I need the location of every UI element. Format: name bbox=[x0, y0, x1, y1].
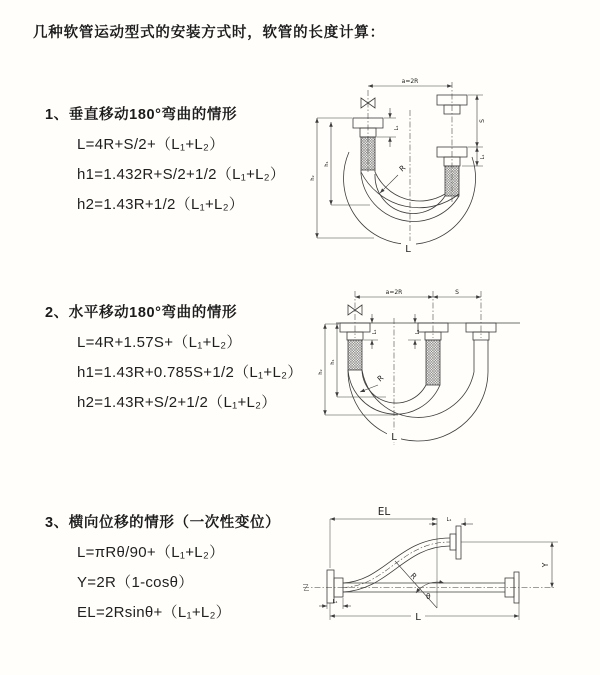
dim-label-l1-left: L₁ bbox=[372, 329, 378, 335]
centerlines bbox=[355, 291, 481, 445]
dim-label-y: Y bbox=[541, 562, 550, 568]
section-2-title: 水平移动180°弯曲的情形 bbox=[68, 305, 238, 321]
dim-label-length: L bbox=[405, 244, 411, 255]
formula-h2: h2=1.43R+S/2+1/2（L₁+L₂） bbox=[77, 394, 277, 411]
section-2-heading bbox=[45, 301, 303, 322]
hose-drawing-2 bbox=[325, 291, 520, 445]
dim-label-radius: R bbox=[397, 163, 408, 174]
section-3-heading bbox=[45, 511, 280, 532]
dim-label-l1-mid: L₁ bbox=[415, 329, 421, 335]
formula-el: EL=2Rsinθ+（L₁+L₂） bbox=[77, 604, 231, 621]
dim-label-theta: θ bbox=[426, 592, 431, 601]
hose-drawing-3 bbox=[303, 518, 558, 622]
dim-label-l1-right: L₁ bbox=[480, 154, 486, 160]
diagram-lateral-displacement bbox=[298, 498, 600, 662]
section-vertical-movement bbox=[45, 103, 285, 214]
dim-label-el: EL bbox=[377, 506, 391, 518]
dim-label-l1-bottom: L₁ bbox=[332, 599, 338, 605]
section-horizontal-movement bbox=[45, 301, 303, 412]
dim-label-l1-top: L₁ bbox=[446, 517, 452, 523]
section-2-number: 2、 bbox=[45, 305, 69, 321]
hose-curves bbox=[348, 370, 488, 441]
dim-label-h1: h₁ bbox=[324, 161, 330, 167]
section-3-title: 横向位移的情形（一次性变位） bbox=[68, 515, 281, 531]
diagram-vertical-180-bend bbox=[304, 72, 598, 262]
formula-h2: h2=1.43R+1/2（L₁+L₂） bbox=[77, 196, 245, 213]
section-lateral-displacement bbox=[45, 511, 280, 622]
displaced-hose bbox=[343, 526, 461, 592]
section-3-number: 3、 bbox=[45, 515, 69, 531]
section-1-title: 垂直移动180°弯曲的情形 bbox=[68, 107, 238, 123]
formula-length: L=4R+1.57S+（L₁+L₂） bbox=[77, 334, 242, 351]
dim-label-h2: h₂ bbox=[310, 175, 316, 181]
formula-length: L=4R+S/2+（L₁+L₂） bbox=[77, 136, 225, 153]
dim-label-h1: h₁ bbox=[330, 359, 336, 365]
dim-label-stroke: S bbox=[479, 119, 486, 123]
formula-h1: h1=1.432R+S/2+1/2（L₁+L₂） bbox=[77, 166, 286, 183]
dim-label-span: a=2R bbox=[401, 78, 419, 85]
dim-label-span: a=2R bbox=[385, 289, 403, 296]
dim-label-length: L bbox=[415, 612, 421, 623]
dim-label-stroke: S bbox=[455, 289, 459, 296]
dim-label-l1-left: L₁ bbox=[394, 125, 400, 131]
diagram-horizontal-180-bend bbox=[304, 280, 600, 460]
radius-leader bbox=[360, 385, 378, 392]
page-title: 几种软管运动型式的安装方式时，软管的长度计算： bbox=[33, 25, 385, 41]
centerlines bbox=[368, 82, 452, 242]
dim-label-radius: R bbox=[408, 571, 419, 582]
formula-length: L=πRθ/90+（L₁+L₂） bbox=[77, 544, 225, 561]
dim-heights bbox=[317, 118, 374, 238]
dim-label-length: L bbox=[391, 432, 397, 443]
dim-label-h2: h₂ bbox=[318, 369, 324, 375]
section-1-number: 1、 bbox=[45, 107, 69, 123]
dim-label-radius: R bbox=[375, 373, 386, 384]
formula-y: Y=2R（1-cosθ） bbox=[77, 574, 194, 591]
section-1-heading bbox=[45, 103, 285, 124]
formula-h1: h1=1.43R+0.785S+1/2（L₁+L₂） bbox=[77, 364, 303, 381]
construction-lines bbox=[395, 518, 444, 608]
